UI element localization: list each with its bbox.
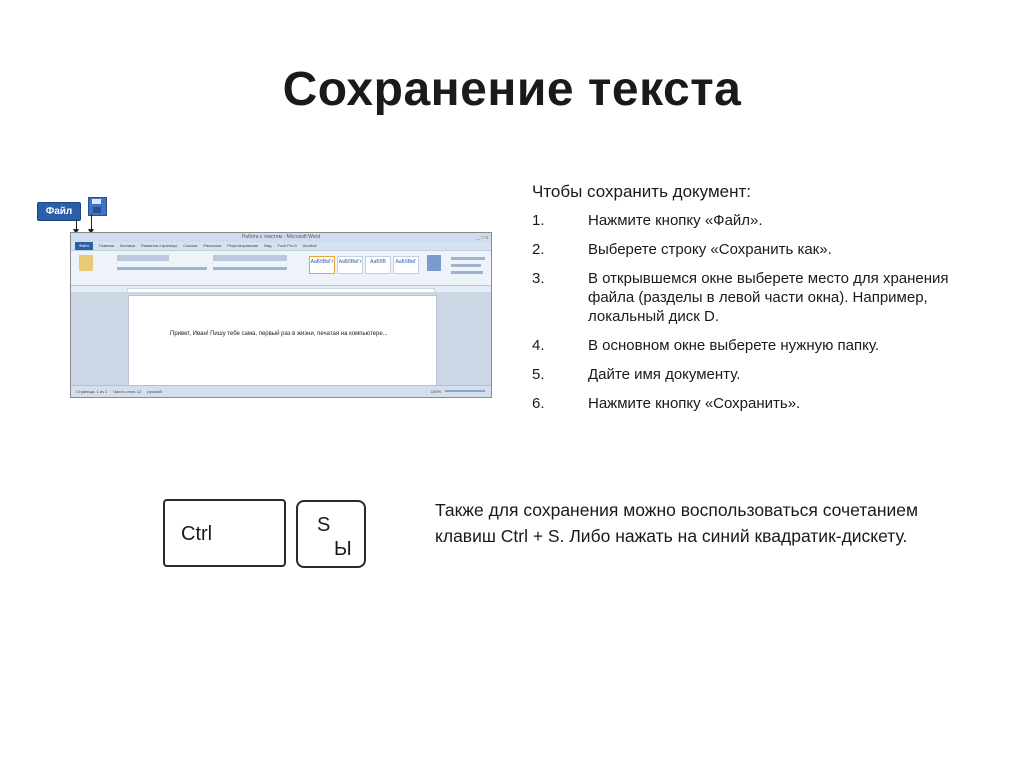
document-page bbox=[128, 295, 437, 389]
style-heading1: АаБбВ bbox=[365, 256, 391, 274]
s-key-cyrillic: Ы bbox=[334, 538, 352, 560]
step-text: В открывшемся окне выберете место для хранения файла (разделы в левой части окна). Например, локальный диск D. bbox=[588, 270, 949, 325]
document-text: Привет, Иван! Пишу тебе сама, первый раз в жизни, печатая на компьютере... bbox=[170, 331, 388, 337]
step-text: В основном окне выберете нужную папку. bbox=[588, 337, 879, 354]
list-item bbox=[532, 269, 992, 326]
instructions-intro: Чтобы сохранить документ: bbox=[532, 182, 752, 201]
s-key-latin: S bbox=[317, 514, 331, 536]
step-number: 5. bbox=[532, 366, 545, 383]
list-item bbox=[532, 240, 992, 259]
list-item bbox=[532, 394, 992, 413]
word-tab: Главная bbox=[98, 243, 115, 248]
word-tab: Foxit Pro 8 bbox=[277, 243, 297, 248]
word-tab: Разметка страницы bbox=[140, 243, 178, 248]
style-heading2: АаБбВвГ bbox=[393, 256, 419, 274]
window-buttons: _ □ x bbox=[476, 235, 488, 241]
font-controls bbox=[117, 255, 169, 261]
step-number: 1. bbox=[532, 212, 545, 229]
word-tab: Вид bbox=[264, 243, 272, 248]
alignment-buttons bbox=[213, 267, 287, 270]
instructions-list bbox=[532, 211, 992, 423]
s-key bbox=[296, 500, 366, 568]
paste-icon bbox=[79, 255, 93, 271]
style-no-spacing: АаБбВвГг bbox=[337, 256, 363, 274]
style-normal: АаБбВвГг bbox=[309, 256, 335, 274]
list-item bbox=[532, 336, 992, 355]
file-button: Файл bbox=[37, 202, 81, 221]
format-buttons bbox=[117, 267, 207, 270]
status-words: Число слов: 12 bbox=[113, 389, 142, 394]
word-window-title: Работа с текстом - Microsoft Word bbox=[242, 234, 320, 240]
list-item bbox=[532, 365, 992, 384]
slide-title: Сохранение текста bbox=[282, 63, 742, 116]
status-page: Страница: 1 из 1 bbox=[76, 389, 108, 394]
document-area bbox=[71, 292, 491, 385]
word-tab: Рассылки bbox=[203, 243, 222, 248]
zoom-slider bbox=[445, 390, 485, 392]
step-text: Выберете строку «Сохранить как». bbox=[588, 241, 832, 258]
step-number: 2. bbox=[532, 241, 545, 258]
word-ribbon bbox=[71, 250, 491, 286]
step-number: 6. bbox=[532, 395, 545, 412]
word-tab: Вставка bbox=[120, 243, 135, 248]
paragraph-controls bbox=[213, 255, 287, 261]
ctrl-key bbox=[163, 499, 286, 567]
word-tab: Ссылки bbox=[183, 243, 198, 248]
step-number: 4. bbox=[532, 337, 545, 354]
word-status-bar bbox=[71, 385, 491, 397]
shortcut-note: Также для сохранения можно воспользоваться сочетанием клавиш Ctrl + S. Либо нажать на синий квадратик-дискету. bbox=[435, 500, 919, 546]
word-tab-file: Файл bbox=[75, 242, 93, 250]
word-title-bar bbox=[71, 233, 491, 242]
ctrl-key-label: Ctrl bbox=[181, 523, 213, 545]
status-language: русский bbox=[147, 389, 162, 394]
change-styles-icon bbox=[427, 255, 441, 271]
editing-controls bbox=[451, 257, 485, 260]
status-zoom: 100% bbox=[430, 389, 441, 394]
step-text: Нажмите кнопку «Файл». bbox=[588, 212, 763, 229]
step-text: Нажмите кнопку «Сохранить». bbox=[588, 395, 801, 412]
word-window-screenshot bbox=[70, 232, 492, 398]
word-tab: Acrobat bbox=[302, 243, 317, 248]
word-ribbon-tabs bbox=[71, 242, 491, 250]
step-number: 3. bbox=[532, 270, 545, 287]
list-item bbox=[532, 211, 992, 230]
editing-controls-2 bbox=[451, 264, 481, 267]
editing-controls-3 bbox=[451, 271, 483, 274]
step-text: Дайте имя документу. bbox=[588, 366, 741, 383]
word-tab: Рецензирование bbox=[227, 243, 259, 248]
